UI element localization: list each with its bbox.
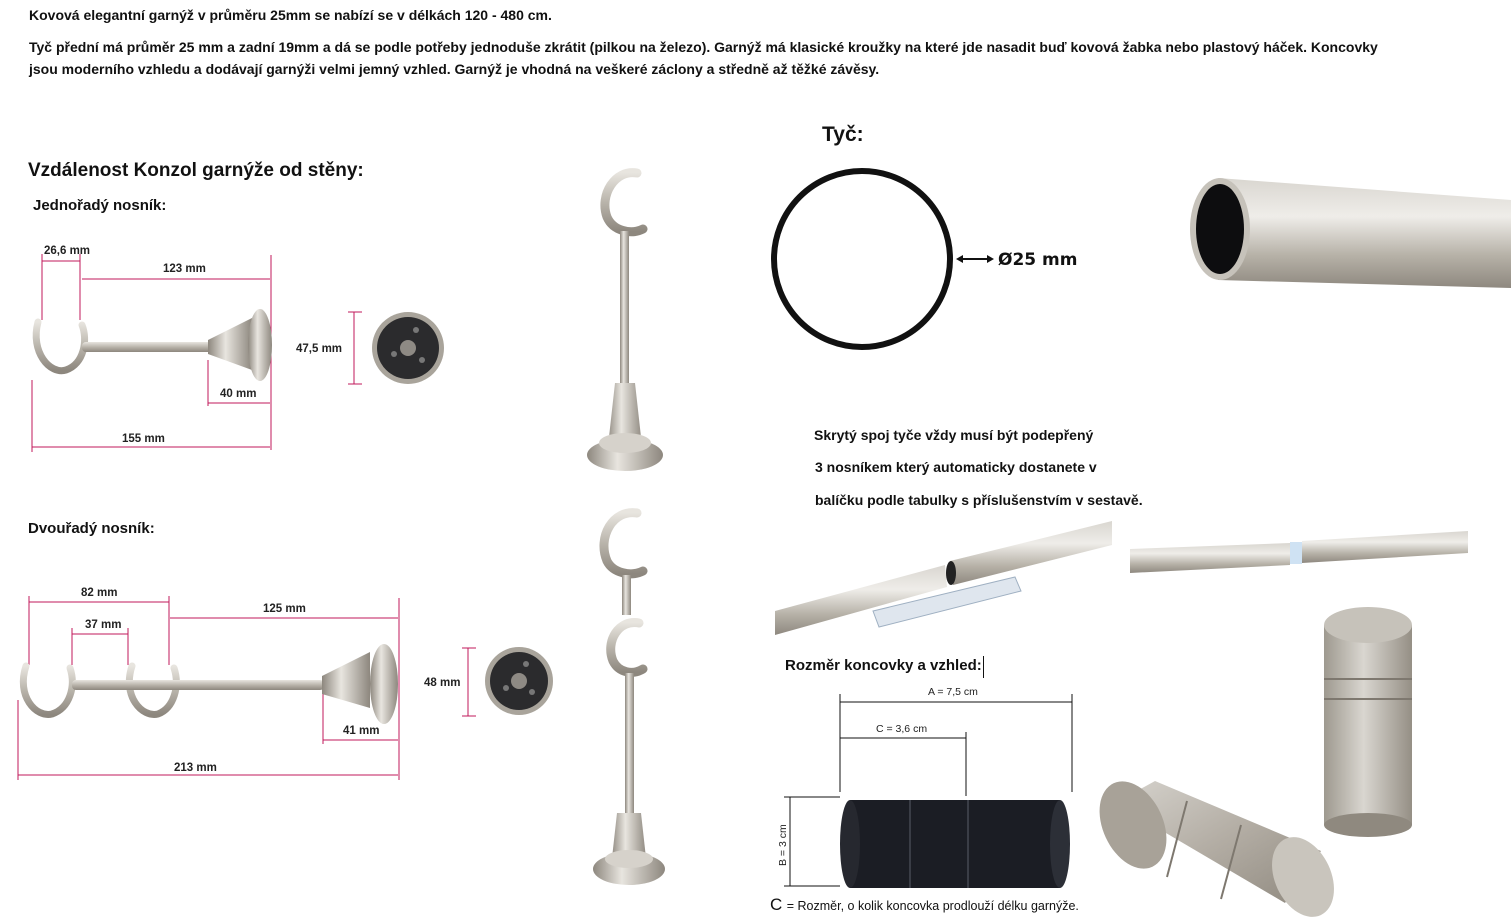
joint-note-line-3: balíčku podle tabulky s příslušenstvím v sestavě. <box>815 492 1143 508</box>
double-dim-c: 125 mm <box>263 603 306 615</box>
text-cursor <box>983 656 984 678</box>
double-bracket-vertical-photo <box>585 505 675 900</box>
double-bracket-label: Dvouřadý nosník: <box>28 520 155 537</box>
rod-joint-photo-open <box>775 515 1115 640</box>
endcap-footnote-text: = Rozměr, o kolik koncovka prodlouží délku garnýže. <box>786 899 1079 913</box>
endcap-photo-lying <box>1095 775 1330 920</box>
endcap-dim-c: C = 3,6 cm <box>876 723 928 735</box>
joint-note-line-2: 3 nosníkem který automaticky dostanete v <box>815 459 1097 475</box>
endcap-title: Rozměr koncovky a vzhled: <box>785 657 982 674</box>
endcap-photo-standing <box>1318 603 1418 843</box>
double-dim-d: 41 mm <box>343 725 380 737</box>
double-dim-e: 213 mm <box>174 762 217 774</box>
endcap-dim-a: A = 7,5 cm <box>928 686 978 698</box>
single-dim-a: 26,6 mm <box>44 245 91 257</box>
single-dim-d: 155 mm <box>122 433 165 445</box>
intro-line-1: Kovová elegantní garnýž v průměru 25mm se nabízí se v délkách 120 - 480 cm. <box>29 7 552 23</box>
endcap-footnote-letter: C <box>770 895 783 914</box>
single-dim-b: 123 mm <box>163 263 206 275</box>
double-dim-a: 82 mm <box>81 587 118 599</box>
double-bracket-diagram <box>0 0 420 800</box>
endcap-dimension-drawing <box>770 680 1090 895</box>
rod-title: Tyč: <box>822 123 864 146</box>
single-bracket-vertical-photo <box>585 165 675 475</box>
brackets-title: Vzdálenost Konzol garnýže od stěny: <box>28 160 364 181</box>
single-dim-c: 40 mm <box>220 388 257 400</box>
intro-line-3: jsou moderního vzhledu a dodávají garnýži velmi jemný vzhled. Garnýž je vhodná na veškeré záclony a středně až těžké závěsy. <box>29 61 880 77</box>
double-plate-dim: 48 mm <box>424 677 461 689</box>
intro-line-2: Tyč přední má průměr 25 mm a zadní 19mm a dá se podle potřeby jednoduše zkrátit (pilkou na železo). Garnýž má klasické kroužky na které jde nasadit buď kovová žabka nebo plastový háček. Koncovky <box>29 39 1378 55</box>
rod-diameter: Ø25 mm <box>998 250 1078 270</box>
single-bracket-label: Jednořadý nosník: <box>33 197 167 214</box>
endcap-footnote <box>770 895 1079 915</box>
rod-photo <box>1180 160 1511 300</box>
endcap-dim-b: B = 3 cm <box>777 824 789 866</box>
double-wall-plate <box>420 640 560 730</box>
joint-note-line-1: Skrytý spoj tyče vždy musí být podepřený <box>814 427 1094 443</box>
rod-joint-photo-closed <box>1130 525 1470 585</box>
rod-cross-section <box>760 160 1100 360</box>
single-plate-dim: 47,5 mm <box>296 343 343 355</box>
double-dim-b: 37 mm <box>85 619 122 631</box>
